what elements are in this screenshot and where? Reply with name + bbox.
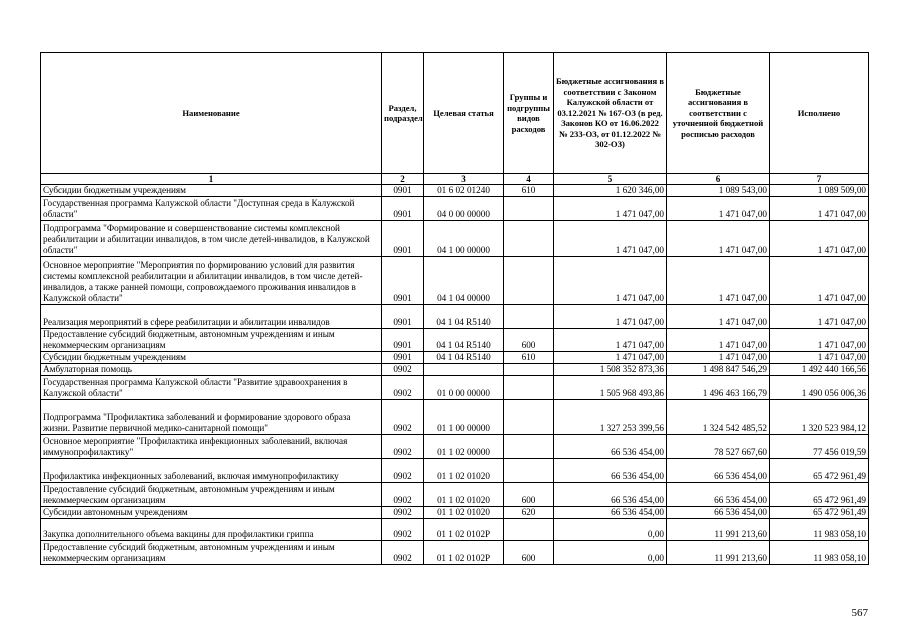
header-groups: Группы и подгруппы видов расходов (504, 53, 554, 174)
row-executed-amount: 1 471 047,00 (770, 257, 869, 305)
row-target: 01 0 00 00000 (424, 376, 504, 400)
row-target: 01 1 00 00000 (424, 400, 504, 435)
row-law-amount: 1 471 047,00 (554, 329, 667, 352)
table-body (41, 185, 869, 565)
row-name: Предоставление субсидий бюджетным, автономным учреждениям и иным некоммерческим организациям (41, 483, 382, 507)
table-row (41, 507, 869, 519)
table-row (41, 329, 869, 352)
row-group (504, 305, 554, 329)
row-refined-amount: 66 536 454,00 (667, 459, 770, 483)
row-target: 01 1 02 01020 (424, 459, 504, 483)
row-executed-amount: 1 490 056 006,36 (770, 376, 869, 400)
header-target: Целевая статья (424, 53, 504, 174)
row-law-amount: 66 536 454,00 (554, 507, 667, 519)
row-refined-amount: 11 991 213,60 (667, 519, 770, 541)
row-group: 620 (504, 507, 554, 519)
row-executed-amount: 1 471 047,00 (770, 305, 869, 329)
row-executed-amount: 65 472 961,49 (770, 507, 869, 519)
row-law-amount: 1 471 047,00 (554, 352, 667, 364)
row-target: 04 1 04 00000 (424, 257, 504, 305)
row-name: Основное мероприятие "Профилактика инфекционных заболеваний, включая иммунопрофилактику" (41, 435, 382, 459)
row-section: 0901 (382, 197, 424, 221)
table-row (41, 435, 869, 459)
row-group: 610 (504, 352, 554, 364)
row-group (504, 197, 554, 221)
row-refined-amount: 1 498 847 546,29 (667, 364, 770, 376)
row-name: Предоставление субсидий бюджетным, автономным учреждениям и иным некоммерческим организациям (41, 329, 382, 352)
budget-table (40, 52, 869, 565)
row-name: Предоставление субсидий бюджетным, автономным учреждениям и иным некоммерческим организациям (41, 541, 382, 565)
row-name: Государственная программа Калужской области "Доступная среда в Калужской области" (41, 197, 382, 221)
row-target: 04 1 04 R5140 (424, 329, 504, 352)
row-section: 0902 (382, 376, 424, 400)
row-refined-amount: 1 471 047,00 (667, 197, 770, 221)
row-law-amount: 1 471 047,00 (554, 305, 667, 329)
row-refined-amount: 1 089 543,00 (667, 185, 770, 197)
row-name: Амбулаторная помощь (41, 364, 382, 376)
row-group (504, 364, 554, 376)
col-number: 7 (770, 174, 869, 185)
header-section: Раздел, подраздел (382, 53, 424, 174)
row-section: 0902 (382, 507, 424, 519)
header-law: Бюджетные ассигнования в соответствии с Законом Калужской области от 03.12.2021 № 167-ОЗ (в ред. Законов КО от 16.06.2022 № 233-ОЗ, от 01.12.2022 № 302-ОЗ) (554, 53, 667, 174)
row-law-amount: 1 327 253 399,56 (554, 400, 667, 435)
row-refined-amount: 11 991 213,60 (667, 541, 770, 565)
row-target: 04 0 00 00000 (424, 197, 504, 221)
col-number: 1 (41, 174, 382, 185)
row-section: 0902 (382, 519, 424, 541)
header-refined: Бюджетные ассигнования в соответствии с уточненной бюджетной росписью расходов (667, 53, 770, 174)
row-executed-amount: 77 456 019,59 (770, 435, 869, 459)
col-number: 4 (504, 174, 554, 185)
row-refined-amount: 1 496 463 166,79 (667, 376, 770, 400)
col-number: 2 (382, 174, 424, 185)
row-law-amount: 0,00 (554, 519, 667, 541)
col-number: 5 (554, 174, 667, 185)
header-name: Наименование (41, 53, 382, 174)
row-name: Субсидии бюджетным учреждениям (41, 352, 382, 364)
table-row (41, 459, 869, 483)
page-number: 567 (851, 607, 868, 619)
row-name: Подпрограмма "Формирование и совершенствование системы комплексной реабилитации и абилитации инвалидов, в том числе детей-инвалидов, в Калужской области" (41, 221, 382, 257)
row-law-amount: 1 505 968 493,86 (554, 376, 667, 400)
row-executed-amount: 65 472 961,49 (770, 459, 869, 483)
row-group (504, 400, 554, 435)
header-executed: Исполнено (770, 53, 869, 174)
table-row (41, 197, 869, 221)
row-name: Государственная программа Калужской области "Развитие здравоохранения в Калужской области" (41, 376, 382, 400)
row-section: 0902 (382, 459, 424, 483)
row-name: Закупка дополнительного объема вакцины для профилактики гриппа (41, 519, 382, 541)
row-group: 600 (504, 541, 554, 565)
col-number: 6 (667, 174, 770, 185)
row-group (504, 435, 554, 459)
table-row (41, 352, 869, 364)
row-executed-amount: 11 983 058,10 (770, 519, 869, 541)
row-section: 0902 (382, 400, 424, 435)
row-section: 0901 (382, 221, 424, 257)
row-executed-amount: 1 492 440 166,56 (770, 364, 869, 376)
row-group (504, 257, 554, 305)
table-row (41, 364, 869, 376)
table-row (41, 519, 869, 541)
row-executed-amount: 65 472 961,49 (770, 483, 869, 507)
row-target: 01 1 02 01020 (424, 483, 504, 507)
row-section: 0902 (382, 435, 424, 459)
row-group (504, 519, 554, 541)
row-target: 01 1 02 00000 (424, 435, 504, 459)
row-law-amount: 1 471 047,00 (554, 221, 667, 257)
row-target: 04 1 04 R5140 (424, 352, 504, 364)
table-row (41, 483, 869, 507)
row-target: 01 1 02 0102P (424, 519, 504, 541)
row-section: 0901 (382, 257, 424, 305)
row-name: Профилактика инфекционных заболеваний, включая иммунопрофилактику (41, 459, 382, 483)
header-row (41, 53, 869, 174)
row-refined-amount: 66 536 454,00 (667, 483, 770, 507)
row-law-amount: 66 536 454,00 (554, 435, 667, 459)
row-refined-amount: 1 471 047,00 (667, 352, 770, 364)
row-group: 600 (504, 329, 554, 352)
row-refined-amount: 1 324 542 485,52 (667, 400, 770, 435)
table-row (41, 400, 869, 435)
row-executed-amount: 1 089 509,00 (770, 185, 869, 197)
row-law-amount: 66 536 454,00 (554, 459, 667, 483)
row-executed-amount: 1 471 047,00 (770, 329, 869, 352)
row-group: 610 (504, 185, 554, 197)
row-group: 600 (504, 483, 554, 507)
row-law-amount: 1 471 047,00 (554, 197, 667, 221)
row-section: 0901 (382, 329, 424, 352)
table-row (41, 305, 869, 329)
row-group (504, 221, 554, 257)
row-section: 0902 (382, 364, 424, 376)
row-section: 0901 (382, 305, 424, 329)
row-name: Субсидии автономным учреждениям (41, 507, 382, 519)
row-target: 04 1 00 00000 (424, 221, 504, 257)
column-number-row (41, 174, 869, 185)
row-target: 01 1 02 01020 (424, 507, 504, 519)
row-section: 0901 (382, 185, 424, 197)
row-executed-amount: 1 471 047,00 (770, 197, 869, 221)
table-row (41, 221, 869, 257)
row-section: 0901 (382, 352, 424, 364)
table-row (41, 185, 869, 197)
row-target: 01 1 02 0102P (424, 541, 504, 565)
row-refined-amount: 1 471 047,00 (667, 221, 770, 257)
row-section: 0902 (382, 541, 424, 565)
row-law-amount: 66 536 454,00 (554, 483, 667, 507)
table-row (41, 541, 869, 565)
row-executed-amount: 1 320 523 984,12 (770, 400, 869, 435)
row-group (504, 376, 554, 400)
col-number: 3 (424, 174, 504, 185)
row-target: 01 6 02 01240 (424, 185, 504, 197)
row-name: Субсидии бюджетным учреждениям (41, 185, 382, 197)
row-target: 04 1 04 R5140 (424, 305, 504, 329)
row-name: Реализация мероприятий в сфере реабилитации и абилитации инвалидов (41, 305, 382, 329)
row-group (504, 459, 554, 483)
row-refined-amount: 78 527 667,60 (667, 435, 770, 459)
table-row (41, 376, 869, 400)
row-law-amount: 0,00 (554, 541, 667, 565)
row-section: 0902 (382, 483, 424, 507)
row-refined-amount: 1 471 047,00 (667, 305, 770, 329)
row-name: Подпрограмма "Профилактика заболеваний и формирование здорового образа жизни. Развитие первичной медико-санитарной помощи" (41, 400, 382, 435)
row-name: Основное мероприятие "Мероприятия по формированию условий для развития системы комплексной реабилитации и абилитации инвалидов, в том числе детей-инвалидов, а также ранней помощи, сопровождаемого проживания инвалидов в Калужской области" (41, 257, 382, 305)
row-refined-amount: 1 471 047,00 (667, 257, 770, 305)
row-executed-amount: 1 471 047,00 (770, 352, 869, 364)
row-executed-amount: 11 983 058,10 (770, 541, 869, 565)
row-law-amount: 1 620 346,00 (554, 185, 667, 197)
row-law-amount: 1 508 352 873,36 (554, 364, 667, 376)
row-law-amount: 1 471 047,00 (554, 257, 667, 305)
row-executed-amount: 1 471 047,00 (770, 221, 869, 257)
table-row (41, 257, 869, 305)
row-refined-amount: 1 471 047,00 (667, 329, 770, 352)
row-refined-amount: 66 536 454,00 (667, 507, 770, 519)
row-target (424, 364, 504, 376)
